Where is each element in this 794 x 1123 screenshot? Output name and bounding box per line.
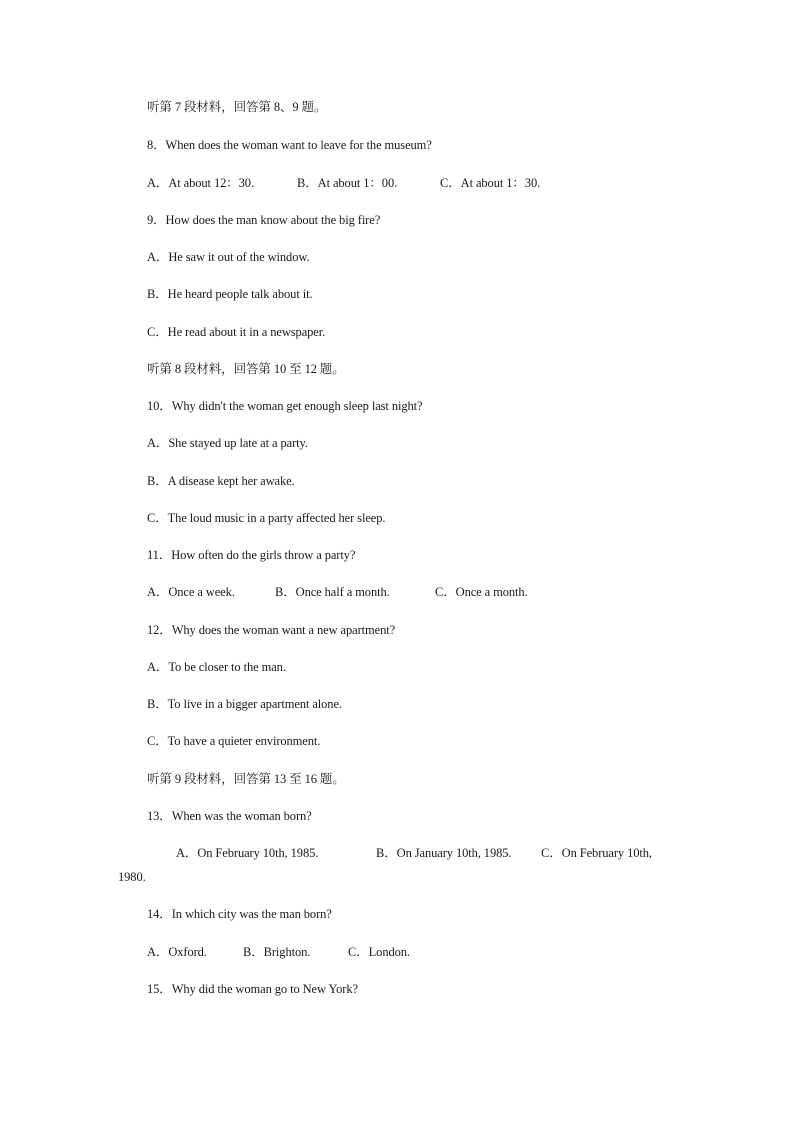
question-13: 13．When was the woman born? [147,809,312,823]
question-14-options [147,944,410,960]
question-15: 15．Why did the woman go to New York? [147,982,358,996]
question-10-option-c: C．The loud music in a party affected her sleep. [147,511,386,525]
question-14: 14．In which city was the man born? [147,907,332,921]
question-9-option-c: C．He read about it in a newspaper. [147,325,326,339]
option-b: B．Once half a month. [275,585,390,599]
option-c: C．At about 1：30. [440,176,541,190]
option-b: B．On January 10th, 1985. [376,846,512,860]
question-9-option-a: A．He saw it out of the window. [147,250,310,264]
option-b: B．At about 1：00. [297,176,398,190]
option-c: C．Once a month. [435,585,528,599]
option-a: A．At about 12：30. [147,176,254,190]
question-8: 8．When does the woman want to leave for the museum? [147,138,432,152]
question-11: 11．How often do the girls throw a party? [147,548,356,562]
question-10-option-b: B．A disease kept her awake. [147,474,295,488]
section-9-instruction: 听第 9 段材料，回答第 13 至 16 题。 [147,772,345,786]
option-b: B．Brighton. [243,945,311,959]
option-a: A．On February 10th, 1985. [176,846,319,860]
question-12-option-b: B．To live in a bigger apartment alone. [147,697,342,711]
question-13-options [118,841,678,889]
question-12: 12．Why does the woman want a new apartment? [147,623,396,637]
question-9-option-b: B．He heard people talk about it. [147,287,313,301]
question-9: 9．How does the man know about the big fire? [147,213,381,227]
option-c: C．London. [348,945,410,959]
question-10: 10．Why didn't the woman get enough sleep last night? [147,399,423,413]
option-a: A．Once a week. [147,585,235,599]
question-11-options [147,584,528,600]
option-c: C．On February 10th, 1980. [118,846,652,884]
question-12-option-a: A．To be closer to the man. [147,660,286,674]
section-8-instruction: 听第 8 段材料，回答第 10 至 12 题。 [147,362,345,376]
section-7-instruction: 听第 7 段材料，回答第 8、9 题。 [147,100,327,114]
question-10-option-a: A．She stayed up late at a party. [147,436,308,450]
option-a: A．Oxford. [147,945,207,959]
question-8-options [147,175,540,191]
question-12-option-c: C．To have a quieter environment. [147,734,321,748]
